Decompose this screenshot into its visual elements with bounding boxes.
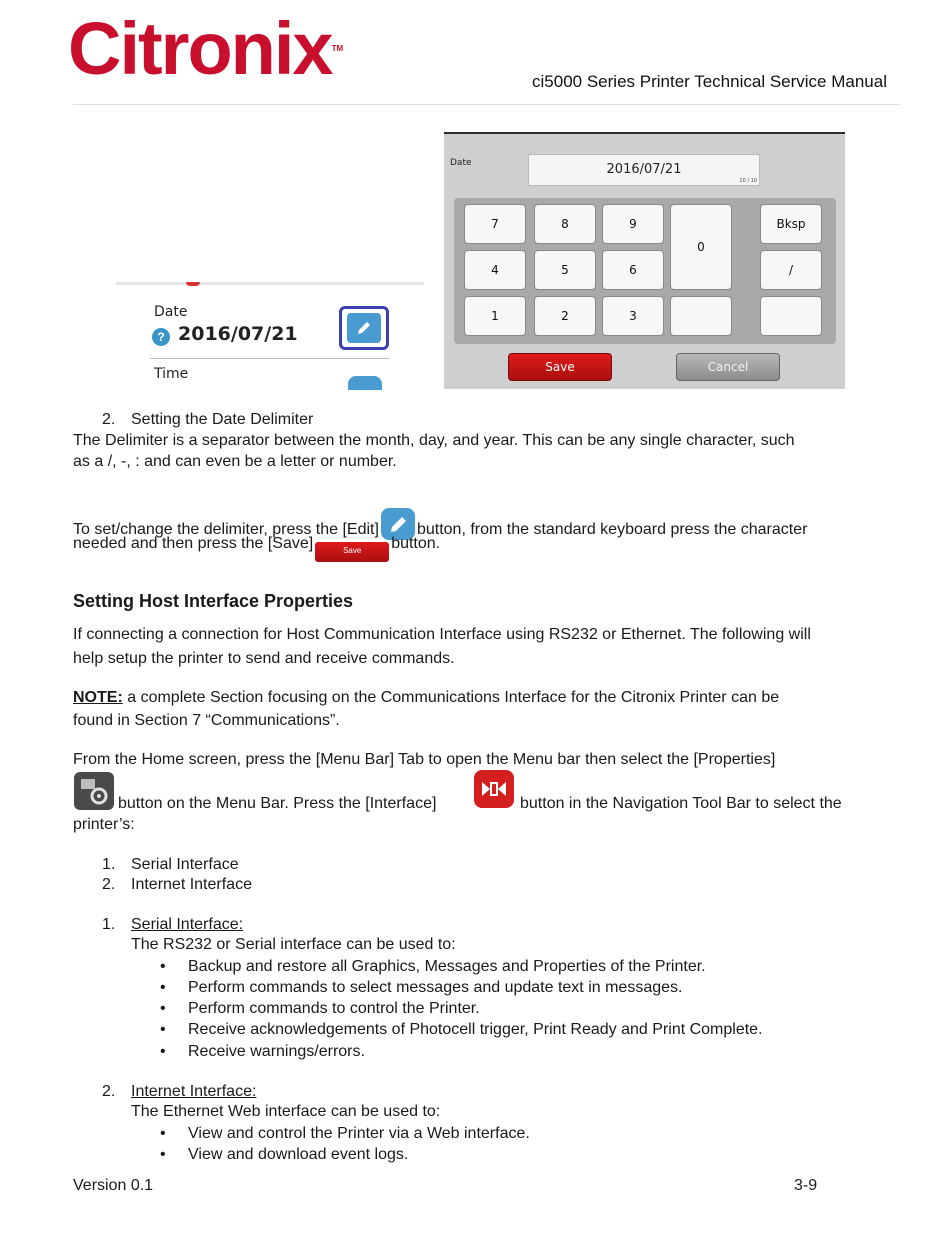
- host-para3-line2b: button in the Navigation Tool Bar to select the: [520, 795, 842, 812]
- key-1[interactable]: 1: [464, 296, 526, 336]
- keypad-date-input[interactable]: 2016/07/21 10 / 10: [528, 154, 760, 186]
- host-para1-line2: help setup the printer to send and receive commands.: [73, 650, 455, 667]
- note-line2: found in Section 7 “Communications”.: [73, 712, 340, 729]
- time-label: Time: [154, 366, 189, 382]
- bullet-dot: •: [160, 1043, 166, 1060]
- header-divider: [73, 104, 900, 105]
- note-line1: NOTE: a complete Section focusing on the Communications Interface for the Citronix Printer can be: [73, 689, 780, 706]
- pencil-icon: [347, 313, 381, 343]
- key-blank-1[interactable]: [670, 296, 732, 336]
- keypad-cancel-button[interactable]: Cancel: [676, 353, 780, 381]
- properties-gear-icon: [74, 772, 114, 810]
- host-para3-line3: printer’s:: [73, 816, 135, 833]
- bullet-dot: •: [160, 1021, 166, 1038]
- key-blank-2[interactable]: [760, 296, 822, 336]
- char-counter: 10 / 10: [739, 178, 757, 184]
- bullet-dot: •: [160, 1000, 166, 1017]
- key-7[interactable]: 7: [464, 204, 526, 244]
- manual-title: ci5000 Series Printer Technical Service Manual: [532, 72, 887, 91]
- key-4[interactable]: 4: [464, 250, 526, 290]
- key-8[interactable]: 8: [534, 204, 596, 244]
- host-list-item-internet: Internet Interface: [131, 876, 252, 893]
- key-backspace[interactable]: Bksp: [760, 204, 822, 244]
- time-edit-button[interactable]: [348, 376, 382, 390]
- delimiter-number: 2.: [102, 411, 116, 428]
- fragment-top-line: [116, 282, 424, 285]
- date-edit-button[interactable]: [339, 306, 389, 350]
- key-2[interactable]: 2: [534, 296, 596, 336]
- key-5[interactable]: 5: [534, 250, 596, 290]
- key-6[interactable]: 6: [602, 250, 664, 290]
- help-icon[interactable]: ?: [152, 328, 170, 346]
- save-button-icon: Save: [315, 542, 389, 562]
- date-keypad-screen: [444, 132, 845, 389]
- interface-icon: [474, 770, 514, 808]
- serial-bullet-4: Receive acknowledgements of Photocell trigger, Print Ready and Print Complete.: [188, 1021, 763, 1038]
- serial-number: 1.: [102, 916, 116, 933]
- bullet-dot: •: [160, 958, 166, 975]
- serial-bullet-3: Perform commands to control the Printer.: [188, 1000, 480, 1017]
- internet-bullet-1: View and control the Printer via a Web interface.: [188, 1125, 530, 1142]
- keypad-date-label: Date: [450, 158, 472, 168]
- trademark-mark: TM: [331, 44, 344, 53]
- host-para1-line1: If connecting a connection for Host Communication Interface using RS232 or Ethernet. The following will: [73, 626, 811, 643]
- footer-page-number: 3-9: [794, 1177, 818, 1194]
- serial-title: Serial Interface:: [131, 916, 244, 933]
- keypad-board: [454, 198, 836, 344]
- serial-bullet-1: Backup and restore all Graphics, Messages and Properties of the Printer.: [188, 958, 706, 975]
- bullet-dot: •: [160, 1146, 166, 1163]
- host-list-number-1: 1.: [102, 856, 116, 873]
- delimiter-para1-line1: The Delimiter is a separator between the month, day, and year. This can be any single character, such: [73, 432, 795, 449]
- key-9[interactable]: 9: [602, 204, 664, 244]
- host-list-number-2: 2.: [102, 876, 116, 893]
- internet-number: 2.: [102, 1083, 116, 1100]
- key-0[interactable]: 0: [670, 204, 732, 290]
- serial-intro: The RS232 or Serial interface can be used to:: [131, 936, 456, 953]
- host-list-item-serial: Serial Interface: [131, 856, 239, 873]
- delimiter-heading: Setting the Date Delimiter: [131, 411, 314, 428]
- host-heading: Setting Host Interface Properties: [73, 591, 354, 611]
- delimiter-para1-line2: as a /, -, : and can even be a letter or number.: [73, 453, 397, 470]
- delimiter-para2-line1: To set/change the delimiter, press the [Edit] button, from the standard keyboard press the character: [73, 508, 807, 540]
- internet-bullet-2: View and download event logs.: [188, 1146, 409, 1163]
- serial-bullet-5: Receive warnings/errors.: [188, 1043, 365, 1060]
- key-slash[interactable]: /: [760, 250, 822, 290]
- bullet-dot: •: [160, 1125, 166, 1142]
- fragment-red-mark: [186, 282, 200, 286]
- host-para3-line2a: button on the Menu Bar. Press the [Interface]: [118, 795, 437, 812]
- key-3[interactable]: 3: [602, 296, 664, 336]
- internet-intro: The Ethernet Web interface can be used to:: [131, 1103, 441, 1120]
- serial-bullet-2: Perform commands to select messages and update text in messages.: [188, 979, 683, 996]
- internet-title: Internet Interface:: [131, 1083, 257, 1100]
- date-value: 2016/07/21: [178, 323, 298, 345]
- date-label: Date: [154, 304, 188, 320]
- footer-version: Version 0.1: [73, 1177, 154, 1194]
- bullet-dot: •: [160, 979, 166, 996]
- note-label: NOTE:: [73, 689, 123, 706]
- date-setting-fragment: [116, 282, 426, 390]
- delimiter-para2-line2: needed and then press the [Save] Save button.: [73, 533, 440, 562]
- fragment-divider: [150, 358, 390, 359]
- keypad-save-button[interactable]: Save: [508, 353, 612, 381]
- citronix-logo: CitronixTM: [68, 7, 344, 90]
- host-para3-line1: From the Home screen, press the [Menu Bar] Tab to open the Menu bar then select the [Properties]: [73, 751, 776, 768]
